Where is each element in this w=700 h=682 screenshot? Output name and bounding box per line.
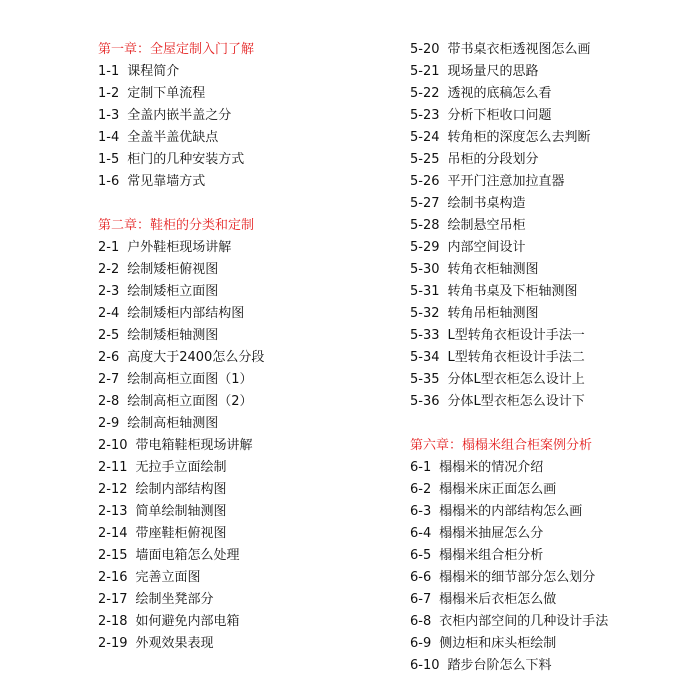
lesson-number: 6-6 (410, 570, 432, 585)
lesson-number: 2-4 (98, 306, 120, 321)
lesson-title: 现场量尺的思路 (447, 64, 539, 79)
lesson-title: 全盖内嵌半盖之分 (127, 108, 232, 123)
lesson-item (410, 39, 608, 61)
lesson-number: 2-15 (98, 548, 128, 563)
lesson-number: 5-23 (410, 108, 440, 123)
lesson-number: 6-5 (410, 548, 432, 563)
lesson-title: 墙面电箱怎么处理 (135, 548, 240, 563)
lesson-title: 绘制高柜立面图（2） (127, 394, 253, 409)
lesson-item (98, 105, 264, 127)
lesson-item (98, 83, 264, 105)
lesson-title: 绘制矮柜内部结构图 (127, 306, 245, 321)
chapter-heading: 第一章：全屋定制入门了解 (98, 42, 255, 57)
lesson-title: 柜门的几种安装方式 (127, 152, 245, 167)
lesson-title: 榻榻米后衣柜怎么做 (439, 592, 557, 607)
lesson-number: 2-13 (98, 504, 128, 519)
lesson-item (410, 237, 608, 259)
lesson-title: 内部空间设计 (447, 240, 526, 255)
lesson-number: 2-10 (98, 438, 128, 453)
lesson-item (410, 259, 608, 281)
lesson-item (98, 545, 264, 567)
lesson-item (410, 171, 608, 193)
lesson-item (410, 589, 608, 611)
lesson-title: 榻榻米组合柜分析 (439, 548, 544, 563)
lesson-item (98, 303, 264, 325)
right-column (410, 39, 608, 677)
lesson-item (98, 325, 264, 347)
lesson-number: 2-2 (98, 262, 120, 277)
lesson-item (410, 281, 608, 303)
lesson-item (410, 325, 608, 347)
chapter-heading: 第六章：榻榻米组合柜案例分析 (410, 438, 593, 453)
lesson-number: 5-22 (410, 86, 440, 101)
lesson-title: 分析下柜收口问题 (447, 108, 552, 123)
lesson-number: 5-25 (410, 152, 440, 167)
lesson-number: 1-5 (98, 152, 120, 167)
lesson-title: 外观效果表现 (135, 636, 214, 651)
lesson-title: 转角衣柜轴测图 (447, 262, 539, 277)
lesson-title: 绘制矮柜俯视图 (127, 262, 219, 277)
lesson-number: 1-3 (98, 108, 120, 123)
lesson-item (410, 391, 608, 413)
lesson-title: 绘制高柜轴测图 (127, 416, 219, 431)
lesson-title: 无拉手立面绘制 (135, 460, 227, 475)
lesson-item (98, 149, 264, 171)
lesson-title: 绘制书桌构造 (447, 196, 526, 211)
lesson-title: 转角柜的深度怎么去判断 (447, 130, 591, 145)
lesson-number: 5-31 (410, 284, 440, 299)
lesson-number: 2-16 (98, 570, 128, 585)
lesson-number: 2-1 (98, 240, 120, 255)
lesson-number: 5-32 (410, 306, 440, 321)
lesson-title: 榻榻米的内部结构怎么画 (439, 504, 583, 519)
lesson-number: 2-14 (98, 526, 128, 541)
lesson-title: 分体L型衣柜怎么设计上 (447, 372, 585, 387)
lesson-number: 6-7 (410, 592, 432, 607)
lesson-title: 分体L型衣柜怎么设计下 (447, 394, 585, 409)
lesson-item (98, 259, 264, 281)
lesson-item (410, 105, 608, 127)
lesson-number: 2-7 (98, 372, 120, 387)
lesson-title: 绘制悬空吊柜 (447, 218, 526, 233)
lesson-number: 5-35 (410, 372, 440, 387)
lesson-item (98, 633, 264, 655)
lesson-item (98, 347, 264, 369)
lesson-number: 6-4 (410, 526, 432, 541)
lesson-number: 1-6 (98, 174, 120, 189)
lesson-item (410, 193, 608, 215)
lesson-number: 2-8 (98, 394, 120, 409)
lesson-number: 5-28 (410, 218, 440, 233)
lesson-title: 绘制高柜立面图（1） (127, 372, 253, 387)
lesson-item (98, 413, 264, 435)
lesson-title: 榻榻米床正面怎么画 (439, 482, 557, 497)
lesson-title: 户外鞋柜现场讲解 (127, 240, 232, 255)
lesson-item (410, 523, 608, 545)
lesson-item (410, 479, 608, 501)
lesson-item (410, 369, 608, 391)
lesson-item (98, 523, 264, 545)
lesson-item (98, 435, 264, 457)
lesson-number: 6-3 (410, 504, 432, 519)
lesson-number: 2-11 (98, 460, 128, 475)
lesson-title: 绘制坐凳部分 (135, 592, 214, 607)
lesson-item (98, 391, 264, 413)
lesson-title: 带电箱鞋柜现场讲解 (135, 438, 253, 453)
lesson-item (98, 457, 264, 479)
lesson-number: 6-2 (410, 482, 432, 497)
lesson-number: 5-21 (410, 64, 440, 79)
lesson-item (410, 83, 608, 105)
lesson-number: 5-36 (410, 394, 440, 409)
lesson-number: 2-5 (98, 328, 120, 343)
lesson-title: 榻榻米抽屉怎么分 (439, 526, 544, 541)
lesson-title: 转角吊柜轴测图 (447, 306, 539, 321)
lesson-number: 5-27 (410, 196, 440, 211)
lesson-number: 6-10 (410, 658, 440, 673)
lesson-item (98, 501, 264, 523)
lesson-item (410, 127, 608, 149)
lesson-number: 6-9 (410, 636, 432, 651)
lesson-title: 转角书桌及下柜轴测图 (447, 284, 578, 299)
lesson-title: 绘制矮柜立面图 (127, 284, 219, 299)
lesson-title: 高度大于2400怎么分段 (127, 350, 265, 365)
lesson-number: 5-33 (410, 328, 440, 343)
lesson-number: 5-34 (410, 350, 440, 365)
lesson-title: 透视的底稿怎么看 (447, 86, 552, 101)
lesson-number: 2-9 (98, 416, 120, 431)
lesson-item (98, 369, 264, 391)
lesson-item (98, 61, 264, 83)
lesson-item (410, 61, 608, 83)
lesson-title: 衣柜内部空间的几种设计手法 (439, 614, 609, 629)
lesson-number: 5-20 (410, 42, 440, 57)
lesson-item (98, 237, 264, 259)
lesson-number: 5-30 (410, 262, 440, 277)
lesson-number: 5-24 (410, 130, 440, 145)
left-column (98, 39, 264, 655)
lesson-item (98, 567, 264, 589)
lesson-item (410, 567, 608, 589)
lesson-title: 定制下单流程 (127, 86, 206, 101)
lesson-item (410, 457, 608, 479)
lesson-item (98, 281, 264, 303)
lesson-title: 踏步台阶怎么下料 (447, 658, 552, 673)
lesson-title: L型转角衣柜设计手法二 (447, 350, 585, 365)
lesson-item (410, 611, 608, 633)
section-gap (98, 193, 264, 215)
lesson-item (410, 501, 608, 523)
lesson-item (98, 479, 264, 501)
lesson-number: 5-26 (410, 174, 440, 189)
lesson-item (410, 545, 608, 567)
section-gap (410, 413, 608, 435)
lesson-item (98, 589, 264, 611)
lesson-number: 2-17 (98, 592, 128, 607)
lesson-number: 1-1 (98, 64, 120, 79)
lesson-number: 1-4 (98, 130, 120, 145)
lesson-item (410, 347, 608, 369)
lesson-title: 侧边柜和床头柜绘制 (439, 636, 557, 651)
lesson-number: 2-18 (98, 614, 128, 629)
lesson-item (98, 611, 264, 633)
lesson-item (98, 171, 264, 193)
lesson-item (98, 127, 264, 149)
lesson-number: 6-8 (410, 614, 432, 629)
lesson-title: 榻榻米的细节部分怎么划分 (439, 570, 596, 585)
lesson-title: L型转角衣柜设计手法一 (447, 328, 585, 343)
lesson-title: 常见靠墙方式 (127, 174, 206, 189)
lesson-item (410, 303, 608, 325)
lesson-number: 2-3 (98, 284, 120, 299)
lesson-number: 2-19 (98, 636, 128, 651)
lesson-title: 如何避免内部电箱 (135, 614, 240, 629)
lesson-title: 简单绘制轴测图 (135, 504, 227, 519)
lesson-title: 榻榻米的情况介绍 (439, 460, 544, 475)
chapter-heading: 第二章：鞋柜的分类和定制 (98, 218, 255, 233)
lesson-title: 完善立面图 (135, 570, 201, 585)
lesson-title: 平开门注意加拉直器 (447, 174, 565, 189)
lesson-title: 课程简介 (127, 64, 180, 79)
lesson-number: 2-6 (98, 350, 120, 365)
lesson-title: 吊柜的分段划分 (447, 152, 539, 167)
lesson-item (410, 633, 608, 655)
lesson-number: 5-29 (410, 240, 440, 255)
lesson-title: 绘制内部结构图 (135, 482, 227, 497)
lesson-item (410, 215, 608, 237)
lesson-number: 6-1 (410, 460, 432, 475)
lesson-title: 带座鞋柜俯视图 (135, 526, 227, 541)
lesson-number: 1-2 (98, 86, 120, 101)
lesson-title: 绘制矮柜轴测图 (127, 328, 219, 343)
lesson-item (410, 149, 608, 171)
lesson-number: 2-12 (98, 482, 128, 497)
lesson-item (410, 655, 608, 677)
lesson-title: 带书桌衣柜透视图怎么画 (447, 42, 591, 57)
lesson-title: 全盖半盖优缺点 (127, 130, 219, 145)
